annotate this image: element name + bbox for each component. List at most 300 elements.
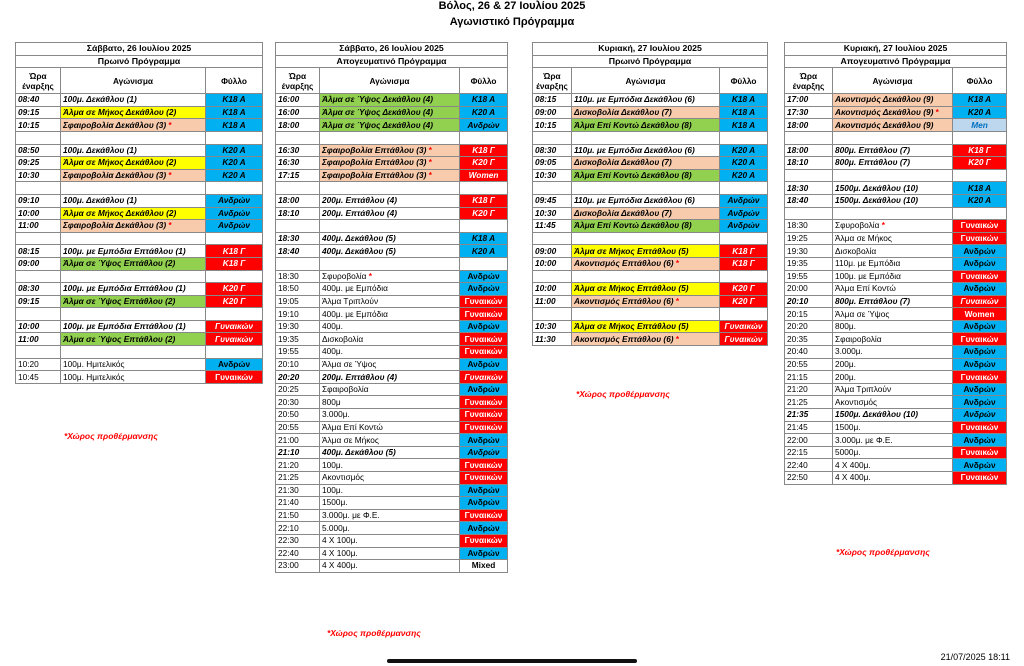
group-cell: Ανδρών [953, 396, 1007, 409]
time-cell: 10:00 [533, 257, 572, 270]
spacer-row [276, 257, 508, 270]
group-cell: K18 A [206, 106, 263, 119]
time-cell: 10:15 [533, 119, 572, 132]
event-label: 100μ. με Εμπόδια [835, 270, 901, 281]
group-cell: Γυναικών [953, 220, 1007, 233]
group-cell: K20 A [206, 144, 263, 157]
event-cell [320, 421, 460, 434]
group-cell: Ανδρών [460, 358, 508, 371]
empty-cell [206, 131, 263, 144]
table-row [533, 295, 768, 308]
time-cell: 18:30 [785, 220, 833, 233]
group-cell: Women [460, 169, 508, 182]
event-label: Άλμα Επί Κοντώ [322, 421, 383, 432]
group-cell: K18 A [720, 106, 768, 119]
time-cell: 20:15 [785, 308, 833, 321]
event-cell [833, 383, 953, 396]
empty-cell [833, 169, 953, 182]
empty-cell [61, 308, 206, 321]
time-cell: 20:30 [276, 396, 320, 409]
event-cell [61, 207, 206, 220]
time-cell: 09:25 [16, 157, 61, 170]
time-cell: 20:55 [785, 358, 833, 371]
time-cell: 22:30 [276, 534, 320, 547]
group-cell: K18 Γ [460, 144, 508, 157]
empty-cell [572, 232, 720, 245]
empty-cell [533, 232, 572, 245]
table-row [276, 144, 508, 157]
event-label: 3.000μ. [835, 346, 863, 357]
group-cell: K20 A [720, 144, 768, 157]
table-row [533, 157, 768, 170]
time-cell: 20:00 [785, 283, 833, 296]
group-cell: K18 Γ [720, 245, 768, 258]
table-row [276, 94, 508, 107]
event-label: 110μ. με Εμπόδια Δεκάθλου (6) [574, 195, 695, 206]
event-label: 1500μ. Δεκάθλου (10) [835, 182, 918, 193]
group-cell: K20 Γ [460, 157, 508, 170]
event-cell [833, 459, 953, 472]
group-cell: Ανδρών [720, 194, 768, 207]
group-cell: Γυναικών [460, 396, 508, 409]
event-cell [320, 446, 460, 459]
time-cell: 16:30 [276, 157, 320, 170]
event-cell [833, 308, 953, 321]
group-cell: Ανδρών [953, 434, 1007, 447]
empty-cell [533, 131, 572, 144]
event-label: Άλμα Επί Κοντώ Δεκάθλου (8) [574, 119, 692, 130]
empty-cell [320, 182, 460, 195]
event-label: Άλμα σε Ύψος Επτάθλου (2) [63, 295, 176, 306]
event-label: 4 Χ 400μ. [322, 560, 358, 571]
group-cell: Γυναικών [460, 534, 508, 547]
group-cell: Ανδρών [460, 446, 508, 459]
event-label: 800μ. Επτάθλου (7) [835, 157, 910, 168]
group-cell: Ανδρών [460, 547, 508, 560]
event-label: 200μ. Επτάθλου (4) [322, 207, 397, 218]
group-cell: Γυναικών [953, 295, 1007, 308]
group-cell: K20 Γ [206, 295, 263, 308]
group-cell: Ανδρών [206, 358, 263, 371]
empty-cell [720, 232, 768, 245]
column-header-group: Φύλλο [720, 68, 768, 94]
event-label: Άλμα σε Ύψος Δεκάθλου (4) [322, 119, 434, 130]
group-cell: Γυναικών [206, 333, 263, 346]
event-label: 4 Χ 400μ. [835, 472, 871, 483]
event-cell [61, 320, 206, 333]
group-cell: Γυναικών [953, 333, 1007, 346]
group-cell: K18 A [720, 94, 768, 107]
time-cell: 22:50 [785, 472, 833, 485]
event-label: 400μ. [322, 321, 343, 332]
warmup-marker: * [426, 144, 432, 155]
event-cell [833, 194, 953, 207]
group-cell: K18 A [206, 94, 263, 107]
event-cell [61, 144, 206, 157]
table-row [16, 333, 263, 346]
time-cell: 09:45 [533, 194, 572, 207]
table-row [276, 522, 508, 535]
time-cell: 09:00 [16, 257, 61, 270]
event-label: 4 Χ 100μ. [322, 547, 358, 558]
table-row [276, 547, 508, 560]
group-cell: Ανδρών [206, 194, 263, 207]
event-label: Ακοντισμός [322, 472, 364, 483]
column-header-event: Αγώνισμα [572, 68, 720, 94]
group-cell: Γυναικών [460, 308, 508, 321]
empty-cell [206, 232, 263, 245]
event-label: Σφαιροβολία Δεκάθλου (3) [63, 119, 167, 130]
table-row [785, 472, 1007, 485]
event-cell [320, 534, 460, 547]
event-cell [572, 207, 720, 220]
event-label: Ακοντισμός Επτάθλου (6) [574, 295, 674, 306]
time-cell: 21:50 [276, 509, 320, 522]
empty-cell [206, 346, 263, 359]
time-cell: 19:55 [276, 346, 320, 359]
event-label: Άλμα Τριπλούν [835, 384, 892, 395]
event-cell [61, 295, 206, 308]
warmup-marker: * [673, 295, 680, 306]
table-row [16, 257, 263, 270]
event-label: 200μ. Επτάθλου (4) [322, 371, 397, 382]
event-label: Σφαιροβολία [835, 333, 882, 344]
group-cell: Ανδρών [953, 320, 1007, 333]
spacer-row [785, 131, 1007, 144]
event-cell [61, 220, 206, 233]
table-row [533, 245, 768, 258]
table-row [785, 383, 1007, 396]
event-label: Άλμα σε Μήκος Δεκάθλου (2) [63, 107, 177, 118]
time-cell: 19:55 [785, 270, 833, 283]
table-row [276, 396, 508, 409]
time-cell: 22:40 [276, 547, 320, 560]
group-cell: Ανδρών [720, 207, 768, 220]
event-label: 1500μ. [835, 421, 861, 432]
event-label: Άλμα σε Ύψος [835, 308, 890, 319]
time-cell: 22:10 [276, 522, 320, 535]
table-row [276, 383, 508, 396]
event-cell [320, 245, 460, 258]
group-cell: Ανδρών [460, 497, 508, 510]
time-cell: 17:00 [785, 94, 833, 107]
spacer-row [533, 182, 768, 195]
group-cell: Ανδρών [460, 434, 508, 447]
time-cell: 09:15 [16, 106, 61, 119]
event-cell [833, 446, 953, 459]
group-cell: Γυναικών [460, 371, 508, 384]
event-cell [833, 320, 953, 333]
event-label: 3.000μ. με Φ.Ε. [322, 510, 380, 521]
time-cell: 18:30 [276, 270, 320, 283]
time-cell: 18:10 [785, 157, 833, 170]
spacer-row [16, 131, 263, 144]
group-cell: Γυναικών [206, 371, 263, 384]
group-cell: K20 A [460, 245, 508, 258]
event-label: 100μ. Δεκάθλου (1) [63, 195, 137, 206]
event-cell [833, 270, 953, 283]
time-cell: 19:35 [276, 333, 320, 346]
event-cell [320, 383, 460, 396]
event-cell [320, 232, 460, 245]
event-cell [833, 333, 953, 346]
page-title: Βόλος, 26 & 27 Ιουλίου 2025 [438, 0, 586, 12]
event-cell [572, 144, 720, 157]
table-row [276, 446, 508, 459]
table-row [785, 119, 1007, 132]
group-cell: K20 Γ [953, 157, 1007, 170]
event-label: 110μ. με Εμπόδια Δεκάθλου (6) [574, 144, 695, 155]
table-row [276, 245, 508, 258]
event-cell [320, 371, 460, 384]
table-row [276, 358, 508, 371]
day-title: Σάββατο, 26 Ιουλίου 2025 [276, 43, 508, 56]
schedule-table-sun-afternoon [784, 42, 1007, 485]
event-label: 800μ. [835, 321, 856, 332]
time-cell: 10:15 [16, 119, 61, 132]
session-title: Πρωινό Πρόγραμμα [16, 55, 263, 68]
table-row [276, 270, 508, 283]
empty-cell [61, 232, 206, 245]
group-cell: K20 A [460, 106, 508, 119]
group-cell: Ανδρών [460, 320, 508, 333]
empty-cell [61, 270, 206, 283]
table-row [276, 421, 508, 434]
spacer-row [276, 220, 508, 233]
event-cell [572, 119, 720, 132]
time-cell: 21:45 [785, 421, 833, 434]
event-cell [320, 169, 460, 182]
time-cell: 21:40 [276, 497, 320, 510]
event-cell [320, 560, 460, 573]
time-cell: 08:30 [533, 144, 572, 157]
group-cell: Ανδρών [460, 283, 508, 296]
event-label: Άλμα σε Μήκος [835, 233, 892, 244]
time-cell: 18:00 [276, 194, 320, 207]
table-row [785, 232, 1007, 245]
table-row [276, 484, 508, 497]
time-cell: 20:10 [276, 358, 320, 371]
event-cell [320, 396, 460, 409]
event-cell [572, 169, 720, 182]
group-cell: Men [953, 119, 1007, 132]
table-row [785, 283, 1007, 296]
event-cell [572, 295, 720, 308]
event-label: 100μ. Δεκάθλου (1) [63, 94, 137, 105]
empty-cell [720, 270, 768, 283]
empty-cell [276, 257, 320, 270]
event-label: Άλμα Επί Κοντώ [835, 283, 896, 294]
column-header-event: Αγώνισμα [320, 68, 460, 94]
time-cell: 08:15 [533, 94, 572, 107]
group-cell: Γυναικών [953, 421, 1007, 434]
event-label: Δισκοβολία [322, 333, 364, 344]
time-cell: 18:00 [276, 119, 320, 132]
group-cell: Ανδρών [953, 459, 1007, 472]
table-row [276, 106, 508, 119]
table-row [276, 283, 508, 296]
group-cell: Ανδρών [206, 207, 263, 220]
group-cell: Ανδρών [460, 383, 508, 396]
time-cell: 08:30 [16, 283, 61, 296]
event-cell [572, 245, 720, 258]
group-cell: Γυναικών [953, 472, 1007, 485]
schedule-table-sun-morning [532, 42, 768, 346]
event-label: 200μ. [835, 371, 856, 382]
event-cell [833, 346, 953, 359]
time-cell: 18:40 [276, 245, 320, 258]
event-label: Ακοντισμός [835, 396, 877, 407]
time-cell: 10:00 [16, 207, 61, 220]
table-row [16, 320, 263, 333]
empty-cell [572, 131, 720, 144]
warmup-marker: * [426, 157, 432, 168]
event-cell [833, 144, 953, 157]
event-cell [320, 497, 460, 510]
group-cell: K20 A [206, 157, 263, 170]
warmup-note-2: *Χώρος προθέρμανσης [327, 628, 421, 638]
event-label: 400μ. με Εμπόδια [322, 308, 388, 319]
time-cell: 17:30 [785, 106, 833, 119]
time-cell: 09:10 [16, 194, 61, 207]
time-cell: 10:30 [533, 320, 572, 333]
table-row [16, 358, 263, 371]
event-cell [320, 472, 460, 485]
group-cell: Γυναικών [953, 446, 1007, 459]
warmup-marker: * [166, 170, 172, 181]
empty-cell [720, 131, 768, 144]
event-cell [320, 295, 460, 308]
table-row [276, 371, 508, 384]
event-label: 100μ. [322, 459, 343, 470]
table-row [276, 333, 508, 346]
timestamp: 21/07/2025 18:11 [940, 652, 1010, 662]
table-row [16, 157, 263, 170]
event-cell [320, 409, 460, 422]
table-row [16, 106, 263, 119]
event-cell [320, 283, 460, 296]
table-row [785, 346, 1007, 359]
event-cell [833, 257, 953, 270]
table-row [276, 497, 508, 510]
group-cell: K18 Γ [206, 257, 263, 270]
time-cell: 10:30 [533, 169, 572, 182]
event-label: 5.000μ. [322, 522, 350, 533]
time-cell: 19:35 [785, 257, 833, 270]
empty-cell [16, 308, 61, 321]
time-cell: 20:20 [276, 371, 320, 384]
warmup-marker: * [933, 107, 939, 118]
event-cell [833, 295, 953, 308]
column-header-event: Αγώνισμα [833, 68, 953, 94]
time-cell: 22:15 [785, 446, 833, 459]
group-cell: Ανδρών [953, 346, 1007, 359]
empty-cell [953, 169, 1007, 182]
event-cell [833, 245, 953, 258]
event-cell [833, 472, 953, 485]
event-cell [61, 194, 206, 207]
group-cell: K18 A [953, 94, 1007, 107]
group-cell: K20 Γ [206, 283, 263, 296]
event-cell [833, 232, 953, 245]
table-row [276, 169, 508, 182]
event-cell [572, 333, 720, 346]
event-cell [320, 333, 460, 346]
empty-cell [460, 131, 508, 144]
event-label: 100μ. με Εμπόδια Επτάθλου (1) [63, 283, 186, 294]
warmup-marker: * [879, 220, 885, 231]
time-cell: 17:15 [276, 169, 320, 182]
table-row [785, 396, 1007, 409]
time-cell: 09:00 [533, 245, 572, 258]
table-row [785, 106, 1007, 119]
event-cell [833, 409, 953, 422]
spacer-row [16, 182, 263, 195]
table-row [785, 144, 1007, 157]
event-label: Σφυροβολία [835, 220, 880, 231]
event-label: Σφαιροβολία Επτάθλου (3) [322, 144, 427, 155]
event-label: 400μ. [322, 346, 343, 357]
time-cell: 18:30 [785, 182, 833, 195]
event-label: 100μ. [322, 484, 343, 495]
time-cell: 11:00 [16, 220, 61, 233]
event-cell [320, 459, 460, 472]
event-label: Άλμα Τριπλούν [322, 295, 379, 306]
event-cell [320, 207, 460, 220]
event-label: Σφαιροβολία [322, 384, 369, 395]
empty-cell [276, 220, 320, 233]
event-cell [320, 484, 460, 497]
event-label: 4 Χ 400μ. [835, 459, 871, 470]
empty-cell [61, 131, 206, 144]
event-cell [572, 157, 720, 170]
page-subtitle: Αγωνιστικό Πρόγραμμα [449, 16, 575, 28]
event-cell [61, 371, 206, 384]
event-label: Σφαιροβολία Δεκάθλου (3) [63, 220, 167, 231]
time-cell: 09:05 [533, 157, 572, 170]
empty-cell [320, 257, 460, 270]
event-cell [833, 396, 953, 409]
column-header-group: Φύλλο [953, 68, 1007, 94]
group-cell: Ανδρών [460, 484, 508, 497]
event-label: Άλμα σε Ύψος Δεκάθλου (4) [322, 94, 434, 105]
table-row [785, 358, 1007, 371]
time-cell: 10:20 [16, 358, 61, 371]
event-cell [833, 220, 953, 233]
group-cell: Ανδρών [953, 245, 1007, 258]
empty-cell [533, 270, 572, 283]
table-row [785, 421, 1007, 434]
time-cell: 19:10 [276, 308, 320, 321]
time-cell: 23:00 [276, 560, 320, 573]
event-label: Άλμα σε Ύψος [322, 358, 377, 369]
event-label: Άλμα σε Μήκος [322, 434, 379, 445]
event-label: 400μ. Δεκάθλου (5) [322, 233, 396, 244]
spacer-row [533, 232, 768, 245]
table-row [276, 194, 508, 207]
event-label: Άλμα σε Μήκος Επτάθλου (5) [574, 321, 689, 332]
table-row [16, 119, 263, 132]
group-cell: Γυναικών [460, 421, 508, 434]
column-header-group: Φύλλο [206, 68, 263, 94]
spacer-row [533, 270, 768, 283]
event-label: Άλμα σε Μήκος Δεκάθλου (2) [63, 207, 177, 218]
empty-cell [61, 346, 206, 359]
group-cell: K18 A [460, 94, 508, 107]
event-cell [572, 283, 720, 296]
event-cell [320, 358, 460, 371]
empty-cell [572, 182, 720, 195]
